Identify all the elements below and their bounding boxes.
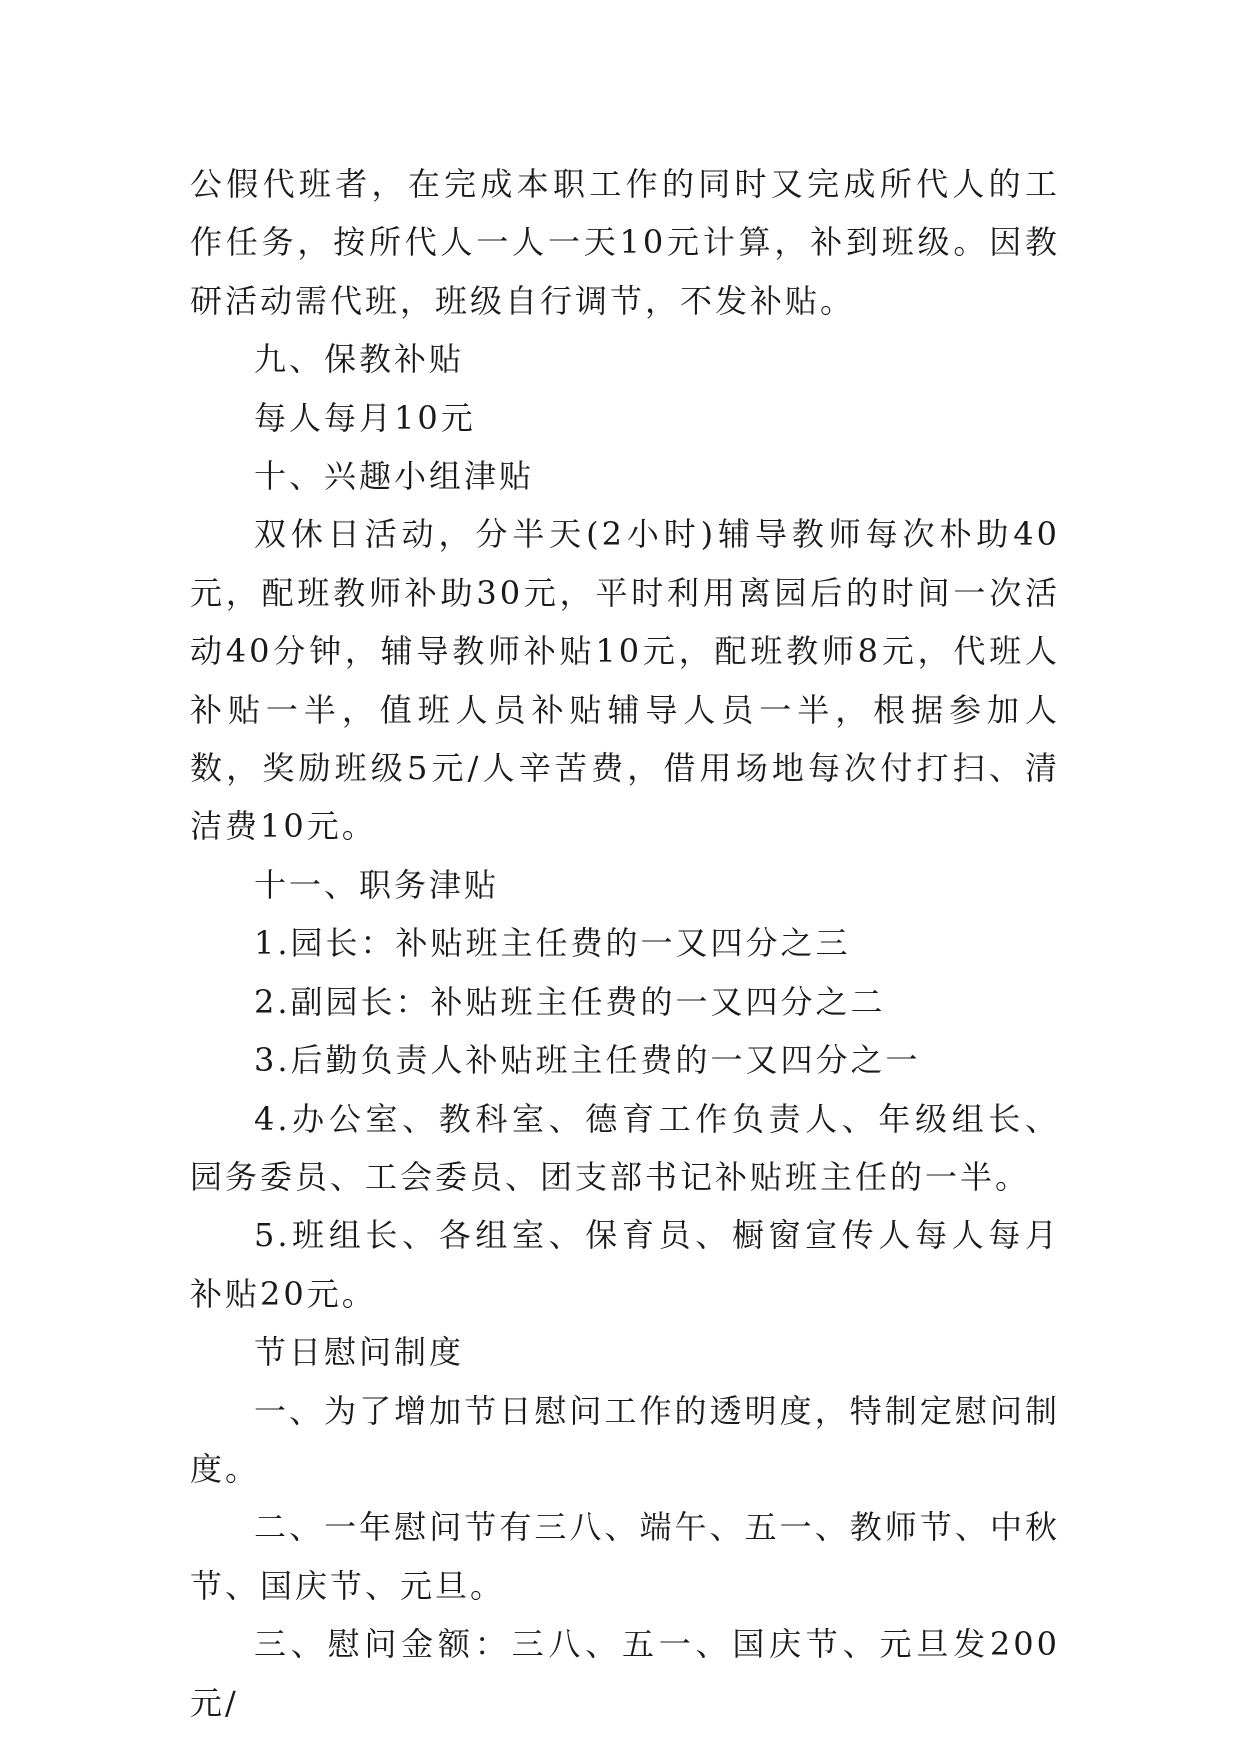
heading-care-education-allowance: 九、保教补贴 xyxy=(254,340,465,379)
paragraph-rule-three: 三、慰问金额：三八、五一、国庆节、元旦发200元/ xyxy=(190,1625,1060,1722)
list-item-group-leaders: 5.班组长、各组室、保育员、橱窗宣传人每人每月补贴20元。 xyxy=(190,1216,1060,1313)
paragraph-rule-one: 一、为了增加节日慰问工作的透明度，特制定慰问制度。 xyxy=(190,1391,1060,1488)
paragraph-rule-two: 二、一年慰问节有三八、端午、五一、教师节、中秋节、国庆节、元旦。 xyxy=(190,1508,1060,1605)
document-body xyxy=(190,155,1060,1732)
heading-holiday-condolence-system: 节日慰问制度 xyxy=(254,1333,465,1372)
heading-interest-group-allowance: 十、兴趣小组津贴 xyxy=(254,457,535,496)
list-item-office-heads: 4.办公室、教科室、德育工作负责人、年级组长、园务委员、工会委员、团支部书记补贴班主任的一半。 xyxy=(190,1099,1060,1196)
list-item-vice-principal: 2.副园长：补贴班主任费的一又四分之二 xyxy=(254,982,886,1021)
paragraph-weekend-activities: 双休日活动，分半天(2小时)辅导教师每次朴助40元，配班教师补助30元，平时利用离园后的时间一次活动40分钟，辅导教师补贴10元，配班教师8元，代班人补贴一半，值班人员补贴辅导人员一半，根据参加人数，奖励班级5元/人辛苦费，借用场地每次付打扫、清洁费10元。 xyxy=(190,515,1060,846)
list-item-principal: 1.园长：补贴班主任费的一又四分之三 xyxy=(254,924,851,963)
list-item-logistics-head: 3.后勤负责人补贴班主任费的一又四分之一 xyxy=(254,1041,921,1080)
paragraph-monthly-amount: 每人每月10元 xyxy=(254,398,476,437)
heading-position-allowance: 十一、职务津贴 xyxy=(254,865,500,904)
paragraph-substitute-duty: 公假代班者，在完成本职工作的同时又完成所代人的工作任务，按所代人一人一天10元计算，补到班级。因教研活动需代班，班级自行调节，不发补贴。 xyxy=(190,165,1060,320)
